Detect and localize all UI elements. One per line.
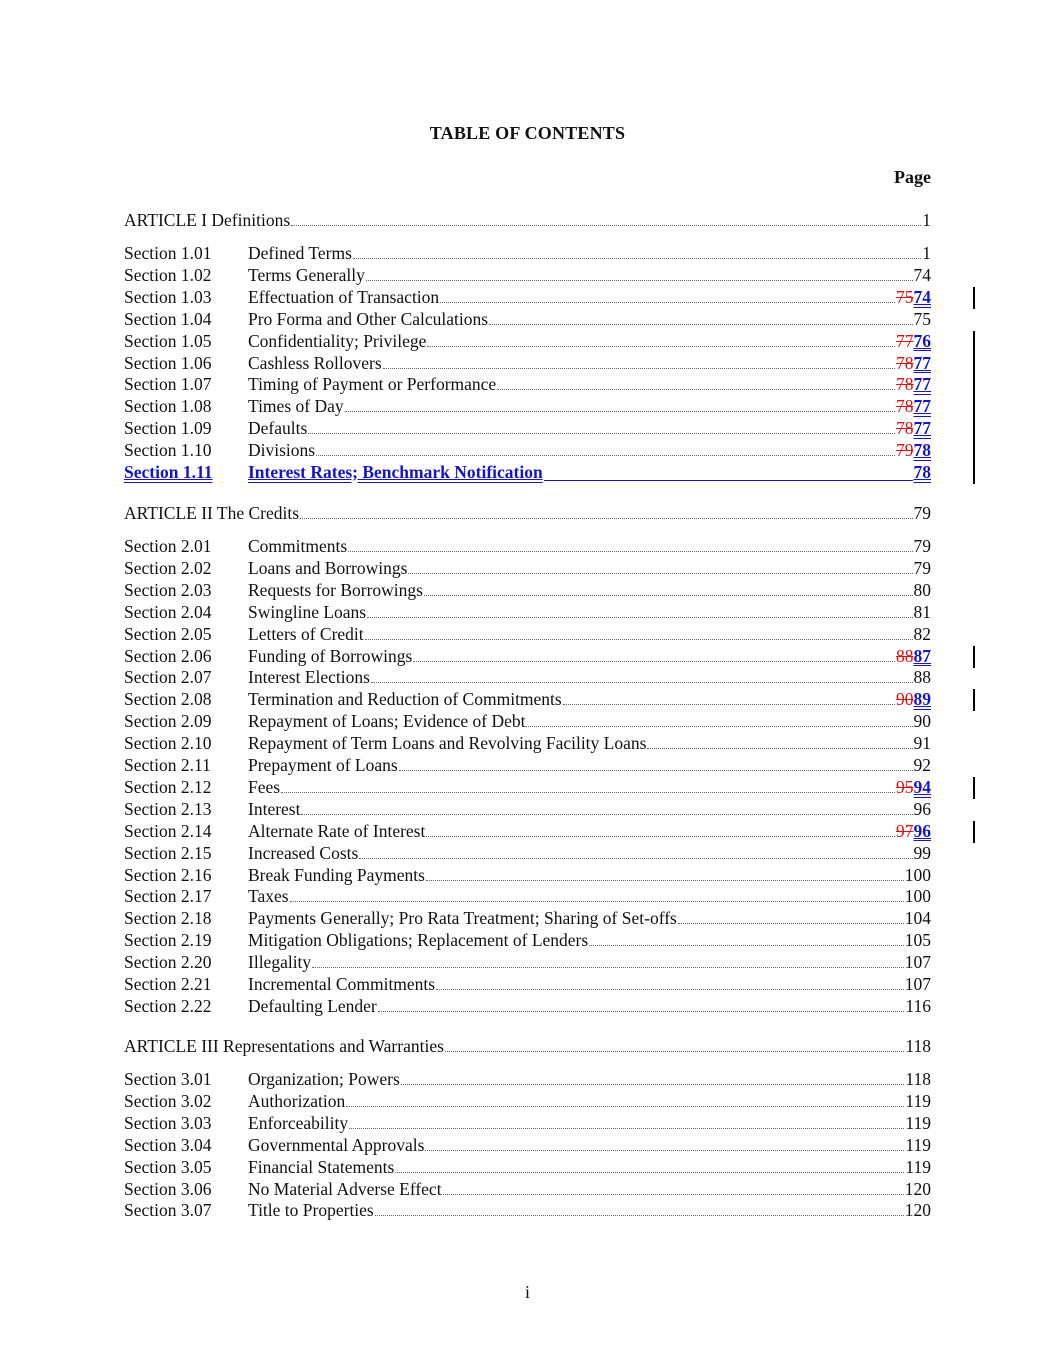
section-number: Section 2.18 xyxy=(124,908,212,929)
toc-section-row[interactable] xyxy=(124,1156,931,1178)
section-page-number: 92 xyxy=(913,755,931,775)
section-page-number: 120 xyxy=(904,1178,931,1199)
page-number-cell xyxy=(896,373,931,395)
toc-section-row[interactable] xyxy=(124,579,931,601)
section-title: Defaults xyxy=(248,418,308,439)
section-page-number: 99 xyxy=(913,842,931,863)
section-number: Section 1.06 xyxy=(124,352,212,373)
section-title: Commitments xyxy=(248,536,348,556)
section-title: Financial Statements xyxy=(248,1156,395,1177)
dot-leader xyxy=(359,858,912,859)
deleted-page-number: 95 xyxy=(896,776,914,797)
dot-leader xyxy=(367,617,912,618)
inserted-page-number: 77 xyxy=(913,374,931,395)
page-number-cell xyxy=(905,1112,931,1134)
section-number: Section 2.08 xyxy=(124,689,212,710)
section-title: Governmental Approvals xyxy=(248,1134,425,1155)
section-title: Break Funding Payments xyxy=(248,864,425,885)
dot-leader xyxy=(401,1084,905,1085)
section-number: Section 2.16 xyxy=(124,864,212,885)
dot-leader xyxy=(375,1215,904,1216)
toc-section-row[interactable] xyxy=(124,842,931,864)
section-number: Section 2.11 xyxy=(124,755,211,775)
section-number: Section 2.07 xyxy=(124,667,212,688)
dot-leader xyxy=(443,1194,904,1195)
inserted-page-number: 96 xyxy=(913,820,931,841)
page-number-cell xyxy=(914,308,932,330)
dot-leader xyxy=(425,1150,904,1151)
page-number-cell xyxy=(914,579,932,601)
section-page-number: 107 xyxy=(904,974,931,994)
section-page-number: 79 xyxy=(913,557,931,578)
section-title: Termination and Reduction of Commitments xyxy=(248,689,562,710)
toc-section-row[interactable] xyxy=(124,1134,931,1156)
page-number-cell xyxy=(896,417,931,439)
section-number: Section 2.10 xyxy=(124,733,212,754)
section-number: Section 1.02 xyxy=(124,264,212,285)
section-title: Title to Properties xyxy=(248,1200,374,1221)
dot-leader xyxy=(424,595,913,596)
section-page-number: 100 xyxy=(904,864,931,885)
dot-leader xyxy=(408,573,912,574)
section-title: Enforceability xyxy=(248,1112,349,1133)
page-number-cell xyxy=(905,951,931,973)
section-page-number: 91 xyxy=(913,733,931,754)
toc-section-row[interactable] xyxy=(124,666,931,688)
toc-section-row[interactable] xyxy=(124,1068,931,1090)
dot-leader xyxy=(440,302,895,303)
change-bar xyxy=(973,440,975,462)
section-number: Section 1.08 xyxy=(124,396,212,417)
section-title: Timing of Payment or Performance xyxy=(248,374,497,395)
section-number: Section 2.22 xyxy=(124,995,212,1016)
section-page-number: 119 xyxy=(905,1112,931,1133)
section-page-number: 104 xyxy=(904,908,931,929)
article-heading: ARTICLE II The Credits xyxy=(124,503,300,523)
page-number-cell xyxy=(922,242,931,264)
change-bar xyxy=(973,821,975,843)
dot-leader xyxy=(678,923,904,924)
toc-section-row[interactable] xyxy=(124,330,931,352)
toc-section-row[interactable] xyxy=(124,535,931,557)
page-number-cell xyxy=(896,395,931,417)
dot-leader xyxy=(563,704,895,705)
page-number-cell xyxy=(914,601,932,623)
section-page-number: 74 xyxy=(913,264,931,285)
section-page-number: 78 xyxy=(913,462,931,482)
toc-article-1[interactable] xyxy=(124,209,931,231)
dot-leader xyxy=(348,551,912,552)
section-page-number: 75 xyxy=(913,308,931,329)
section-page-number: 81 xyxy=(913,601,931,622)
page-number-cell xyxy=(896,330,931,352)
deleted-page-number: 78 xyxy=(896,418,914,439)
toc-section-row[interactable] xyxy=(124,308,931,330)
toc-section-row[interactable] xyxy=(124,352,931,374)
dot-leader xyxy=(312,967,904,968)
page-number-cell xyxy=(914,842,932,864)
page-number-cell xyxy=(905,1156,931,1178)
dot-leader xyxy=(281,792,895,793)
toc-section-row[interactable] xyxy=(124,645,931,667)
section-number: Section 2.14 xyxy=(124,820,212,841)
section-number: Section 3.03 xyxy=(124,1112,212,1133)
article-page-number: 118 xyxy=(905,1036,931,1056)
section-number: Section 2.17 xyxy=(124,886,212,907)
toc-section-row[interactable] xyxy=(124,264,931,286)
section-title: Increased Costs xyxy=(248,842,359,863)
section-title: Defined Terms xyxy=(248,243,352,263)
toc-section-row[interactable] xyxy=(124,776,931,798)
inserted-page-number: 77 xyxy=(913,396,931,417)
page-column-label: Page xyxy=(894,167,931,187)
section-title: Swingline Loans xyxy=(248,601,367,622)
section-number: Section 3.06 xyxy=(124,1178,212,1199)
section-page-number: 107 xyxy=(904,952,931,973)
page-number-cell xyxy=(896,286,931,308)
section-page-number: 79 xyxy=(913,536,931,556)
dot-leader xyxy=(395,1172,904,1173)
page-number-cell xyxy=(905,1178,931,1200)
article-heading: ARTICLE III Representations and Warranties xyxy=(124,1036,444,1056)
toc-section-row[interactable] xyxy=(124,973,931,995)
section-page-number: 96 xyxy=(913,798,931,819)
deleted-page-number: 79 xyxy=(896,440,914,461)
section-number: Section 1.07 xyxy=(124,374,212,395)
dot-leader xyxy=(365,639,913,640)
inserted-page-number: 74 xyxy=(913,286,931,307)
inserted-page-number: 89 xyxy=(913,689,931,710)
page-number-cell xyxy=(914,264,932,286)
toc-section-row[interactable] xyxy=(124,395,931,417)
section-number: Section 2.03 xyxy=(124,579,212,600)
deleted-page-number: 78 xyxy=(896,396,914,417)
section-number: Section 2.13 xyxy=(124,798,212,819)
toc-section-row[interactable] xyxy=(124,798,931,820)
section-title: Effectuation of Transaction xyxy=(248,286,440,307)
dot-leader xyxy=(647,748,912,749)
deleted-page-number: 97 xyxy=(896,820,914,841)
section-page-number: 1 xyxy=(922,243,931,263)
dot-leader xyxy=(290,901,904,902)
deleted-page-number: 88 xyxy=(896,645,914,666)
section-title: Organization; Powers xyxy=(248,1069,400,1089)
section-title: Prepayment of Loans xyxy=(248,755,398,775)
section-number: Section 1.01 xyxy=(124,243,212,263)
dot-leader xyxy=(383,368,895,369)
change-bar xyxy=(973,396,975,418)
toc-section-row[interactable] xyxy=(124,1199,931,1221)
dot-leader xyxy=(399,770,913,771)
change-bar xyxy=(973,374,975,396)
section-page-number: 119 xyxy=(905,1090,931,1111)
change-bar xyxy=(973,353,975,375)
dot-leader xyxy=(544,480,913,481)
dot-leader xyxy=(308,433,895,434)
page-number-cell xyxy=(896,352,931,374)
page-number-cell xyxy=(905,973,931,995)
toc-section-row[interactable] xyxy=(124,688,931,710)
dot-leader xyxy=(489,324,912,325)
dot-leader xyxy=(371,682,913,683)
section-page-number: 88 xyxy=(913,667,931,688)
dot-leader xyxy=(353,258,921,259)
toc-title: TABLE OF CONTENTS xyxy=(429,123,626,143)
page-number-cell xyxy=(905,929,931,951)
section-page-number: 118 xyxy=(905,1069,931,1089)
page-number-cell xyxy=(896,439,931,461)
section-number: Section 1.04 xyxy=(124,308,212,329)
inserted-page-number: 94 xyxy=(913,776,931,797)
section-title: No Material Adverse Effect xyxy=(248,1178,442,1199)
toc-section-row[interactable] xyxy=(124,995,931,1017)
change-bar xyxy=(973,418,975,440)
change-bar xyxy=(973,287,975,309)
toc-article-2[interactable] xyxy=(124,502,931,524)
section-number: Section 2.05 xyxy=(124,623,212,644)
section-title: Requests for Borrowings xyxy=(248,579,423,600)
section-title: Illegality xyxy=(248,952,312,973)
inserted-page-number: 77 xyxy=(913,352,931,373)
section-number: Section 3.05 xyxy=(124,1156,212,1177)
dot-leader xyxy=(349,1128,904,1129)
toc-section-row[interactable] xyxy=(124,951,931,973)
section-title: Times of Day xyxy=(248,396,344,417)
deleted-page-number: 75 xyxy=(896,286,914,307)
section-title: Terms Generally xyxy=(248,264,365,285)
section-number: Section 1.10 xyxy=(124,440,212,461)
page-number-cell xyxy=(896,645,931,667)
inserted-page-number: 78 xyxy=(913,440,931,461)
article-page-number: 79 xyxy=(913,503,931,523)
change-bar xyxy=(973,646,975,668)
section-title: Letters of Credit xyxy=(248,623,364,644)
article-heading: ARTICLE I Definitions xyxy=(124,210,291,230)
page-number-cell xyxy=(905,1068,931,1090)
section-number: Section 2.19 xyxy=(124,930,212,951)
deleted-page-number: 90 xyxy=(896,689,914,710)
toc-section-row[interactable] xyxy=(124,754,931,776)
section-title: Cashless Rollovers xyxy=(248,352,382,373)
footer-page-number: i xyxy=(524,1282,530,1302)
section-number: Section 1.03 xyxy=(124,286,212,307)
section-number: Section 1.09 xyxy=(124,418,212,439)
section-page-number: 119 xyxy=(905,1156,931,1177)
section-title: Loans and Borrowings xyxy=(248,557,408,578)
toc-section-row[interactable] xyxy=(124,864,931,886)
inserted-page-number: 76 xyxy=(913,330,931,351)
toc-section-row[interactable] xyxy=(124,885,931,907)
section-title: Divisions xyxy=(248,440,316,461)
inserted-page-number: 87 xyxy=(913,645,931,666)
section-title: Interest Rates; Benchmark Notification xyxy=(248,462,543,482)
toc-section-row[interactable] xyxy=(124,286,931,308)
section-title: Interest Elections xyxy=(248,667,370,688)
dot-leader xyxy=(427,346,895,347)
section-number: Section 2.09 xyxy=(124,711,212,732)
dot-leader xyxy=(378,1011,905,1012)
section-title: Interest xyxy=(248,798,301,819)
section-number: Section 2.02 xyxy=(124,557,212,578)
section-page-number: 80 xyxy=(913,579,931,600)
dot-leader xyxy=(426,880,904,881)
change-bar xyxy=(973,689,975,711)
dot-leader xyxy=(436,989,904,990)
page-number-cell xyxy=(905,1134,931,1156)
section-page-number: 82 xyxy=(913,623,931,644)
dot-leader xyxy=(497,389,895,390)
change-bar xyxy=(973,777,975,799)
section-title: Defaulting Lender xyxy=(248,995,377,1016)
deleted-page-number: 77 xyxy=(896,330,914,351)
section-number: Section 1.05 xyxy=(124,330,212,351)
section-title: Mitigation Obligations; Replacement of Lenders xyxy=(248,930,589,951)
section-title: Taxes xyxy=(248,886,289,907)
page-number-cell xyxy=(914,461,932,483)
page-number-cell xyxy=(905,1090,931,1112)
page-number-cell xyxy=(914,732,932,754)
toc-section-row[interactable] xyxy=(124,461,931,483)
dot-leader xyxy=(291,225,921,226)
page-number-cell xyxy=(905,907,931,929)
section-number: Section 2.21 xyxy=(124,974,212,994)
section-title: Payments Generally; Pro Rata Treatment; Sharing of Set-offs xyxy=(248,908,677,929)
page-number-cell xyxy=(914,666,932,688)
page-number-cell xyxy=(905,1199,931,1221)
section-title: Pro Forma and Other Calculations xyxy=(248,308,489,329)
section-number: Section 2.06 xyxy=(124,645,212,666)
section-page-number: 120 xyxy=(904,1200,931,1221)
toc-section-row[interactable] xyxy=(124,557,931,579)
section-number: Section 2.12 xyxy=(124,776,212,797)
toc-section-row[interactable] xyxy=(124,373,931,395)
page-number-cell xyxy=(896,688,931,710)
dot-leader xyxy=(301,814,912,815)
section-title: Alternate Rate of Interest xyxy=(248,820,426,841)
page-number-cell xyxy=(914,623,932,645)
page-number-cell xyxy=(896,820,931,842)
dot-leader xyxy=(413,661,895,662)
change-bar xyxy=(973,331,975,353)
toc-section-row[interactable] xyxy=(124,623,931,645)
dot-leader xyxy=(300,518,912,519)
toc-section-row[interactable] xyxy=(124,439,931,461)
section-number: Section 3.04 xyxy=(124,1134,212,1155)
section-number: Section 3.01 xyxy=(124,1069,212,1089)
page-number-cell xyxy=(905,864,931,886)
page-number-cell xyxy=(914,710,932,732)
toc-section-row[interactable] xyxy=(124,1090,931,1112)
page-number-cell xyxy=(905,995,931,1017)
dot-leader xyxy=(345,411,895,412)
section-title: Confidentiality; Privilege xyxy=(248,330,427,351)
section-title: Incremental Commitments xyxy=(248,974,436,994)
section-number: Section 3.02 xyxy=(124,1090,212,1111)
dot-leader xyxy=(445,1051,904,1052)
dot-leader xyxy=(346,1106,904,1107)
toc-section-row[interactable] xyxy=(124,820,931,842)
page-number-cell xyxy=(914,754,932,776)
section-page-number: 105 xyxy=(904,930,931,951)
section-page-number: 100 xyxy=(904,886,931,907)
dot-leader xyxy=(426,836,895,837)
section-page-number: 116 xyxy=(905,995,931,1016)
change-bar xyxy=(973,462,975,484)
section-title: Funding of Borrowings xyxy=(248,645,413,666)
section-number: Section 2.20 xyxy=(124,952,212,973)
page-number-cell xyxy=(914,798,932,820)
section-title: Repayment of Loans; Evidence of Debt xyxy=(248,711,526,732)
toc-section-row[interactable] xyxy=(124,1112,931,1134)
toc-section-row[interactable] xyxy=(124,601,931,623)
page-number-cell xyxy=(896,776,931,798)
article-page-number: 1 xyxy=(922,210,931,230)
dot-leader xyxy=(526,726,912,727)
section-page-number: 119 xyxy=(905,1134,931,1155)
page-number-cell xyxy=(914,557,932,579)
toc-section-row[interactable] xyxy=(124,417,931,439)
toc-section-row[interactable] xyxy=(124,1178,931,1200)
section-title: Authorization xyxy=(248,1090,346,1111)
page-number-cell xyxy=(914,535,932,557)
section-number: Section 2.04 xyxy=(124,601,212,622)
section-number: Section 2.15 xyxy=(124,842,212,863)
dot-leader xyxy=(316,455,895,456)
toc-article-3[interactable] xyxy=(124,1035,931,1057)
section-title: Fees xyxy=(248,776,281,797)
deleted-page-number: 78 xyxy=(896,374,914,395)
dot-leader xyxy=(366,280,913,281)
deleted-page-number: 78 xyxy=(896,352,914,373)
section-page-number: 90 xyxy=(913,711,931,732)
section-title: Repayment of Term Loans and Revolving Facility Loans xyxy=(248,733,647,754)
toc-section-row[interactable] xyxy=(124,242,931,264)
toc-section-row[interactable] xyxy=(124,732,931,754)
inserted-page-number: 77 xyxy=(913,418,931,439)
toc-section-row[interactable] xyxy=(124,929,931,951)
toc-section-row[interactable] xyxy=(124,710,931,732)
toc-section-row[interactable] xyxy=(124,907,931,929)
page-number-cell xyxy=(905,885,931,907)
section-number: Section 3.07 xyxy=(124,1200,212,1221)
dot-leader xyxy=(589,945,904,946)
section-number: Section 1.11 xyxy=(124,462,213,482)
section-number: Section 2.01 xyxy=(124,536,212,556)
